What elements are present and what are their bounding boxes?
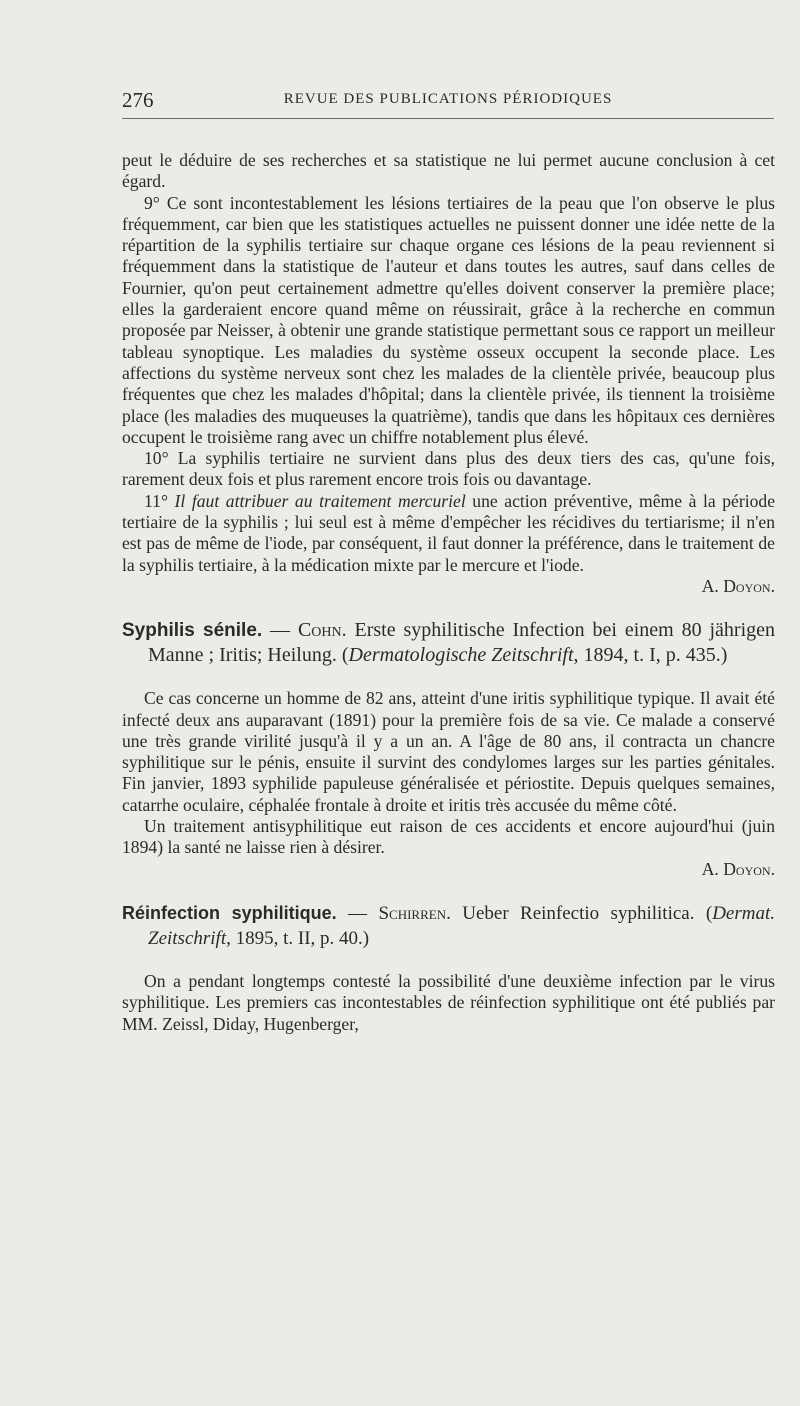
body-text: [122, 150, 775, 1035]
spacer: [122, 597, 775, 618]
reference-author: Cohn: [297, 619, 342, 642]
section-title: Syphilis sénile.: [122, 620, 263, 642]
section-title: Réinfection syphilitique.: [122, 902, 337, 923]
reference-journal: Dermat. Zeitschrift: [148, 902, 775, 949]
reference-journal: Dermatologische Zeitschrift: [348, 644, 574, 667]
section-heading-syphilis-senile: [122, 618, 775, 668]
reference-details: , 1894, t. I, p. 435.): [573, 644, 728, 667]
section1-paragraph-1: Ce cas concerne un homme de 82 ans, atteint d'une iritis syphilitique typique. Il avait été infecté deux ans auparavant (1891) pour la première fois de sa vie. Ce malade a conservé une très grande virilité jusqu'à il y a un an. A l'âge de 80 ans, il contracta un chancre syphilitique sur le pénis, ensuite il survint des condylomes larges sur les parties génitales. Fin janvier, 1893 syphilide papuleuse généralisée et périostite. Depuis quelques semaines, catarrhe oculaire, céphalée frontale à droite et iritis très accusée du même côté.: [122, 688, 775, 815]
section1-paragraph-2: Un traitement antisyphilitique eut raison de ces accidents et encore aujourd'hui (juin 1894) la santé ne laisse rien à désirer.: [122, 816, 775, 858]
reference-title: . Ueber Reinfectio syphilitica. (: [446, 902, 713, 924]
section2-paragraph-1: On a pendant longtemps contesté la possibilité d'une deuxième infection par le virus syphilitique. Les premiers cas incontestables de réinfection syphilitique ont été publiés par MM. Zeissl, Diday, Hugenberger,: [122, 970, 775, 1034]
section-heading-reinfection: [122, 901, 775, 951]
paragraph-continuation: peut le déduire de ses recherches et sa statistique ne lui permet aucune conclusion à cet égard.: [122, 150, 775, 192]
paragraph-point-10: 10° La syphilis tertiaire ne survient dans plus des deux tiers des cas, qu'une fois, rarement deux fois et plus rarement encore trois fois ou davantage.: [122, 448, 775, 490]
point-number: 11°: [144, 490, 175, 511]
paragraph-text: une action préventive, même à la période tertiaire de la syphilis ; lui seul est à même d'empêcher les récidives du tertiarisme; il n'en est pas de même de l'iode, par conséquent, il faut donner la préférence, dans le traitement de la syphilis tertiaire, à la médication mixte par le mercure et l'iode.: [122, 490, 776, 575]
paragraph-point-9: 9° Ce sont incontestablement les lésions tertiaires de la peau que l'on observe le plus fréquemment, car bien que les statistiques actuelles ne puissent donner une idée nette de la répartition de la syphilis tertiaire sur chaque organe ces lésions de la peau reviennent si fréquemment dans la statistique de l'auteur et dans toutes les autres, sauf dans celles de Fournier, qu'on peut certainement admettre qu'elles doivent conserver la première place; elles la garderaient encore quand même on réussirait, grâce à la recherche en commun proposée par Neisser, à obtenir une grande statistique permettant sous ce rapport un meilleur tableau synoptique. Les maladies du système osseux occupent la seconde place. Les affections du système nerveux sont chez les malades de la clientèle privée, beaucoup plus fréquentes que chez les malades d'hôpital; dans la clientèle privée, ils tiennent la troisième place (les maladies des muqueuses la quatrième), tandis que dans les hôpitaux ces dernières occupent le troisième rang avec un chiffre notablement plus élevé.: [122, 192, 775, 447]
spacer: [122, 668, 775, 688]
running-title: REVUE DES PUBLICATIONS PÉRIODIQUES: [283, 91, 613, 107]
page-number: 276: [122, 88, 154, 112]
title-dash: —: [262, 619, 298, 642]
spacer: [122, 951, 775, 971]
title-dash: —: [336, 902, 379, 924]
spacer: [122, 880, 775, 901]
page-header: [122, 88, 774, 119]
author-signature: A. Doyon.: [701, 858, 775, 879]
reference-details: , 1895, t. II, p. 40.): [226, 927, 370, 949]
reference-title: . Erste syphilitische Infection bei einem 80 jährigen Manne ; Iritis; Heilung. (: [148, 619, 776, 667]
reference-author: Schirren: [378, 902, 447, 924]
paragraph-point-11: [122, 491, 775, 576]
italic-phrase: Il faut attribuer au traitement mercuriel: [174, 490, 466, 511]
author-signature: A. Doyon.: [701, 575, 775, 596]
